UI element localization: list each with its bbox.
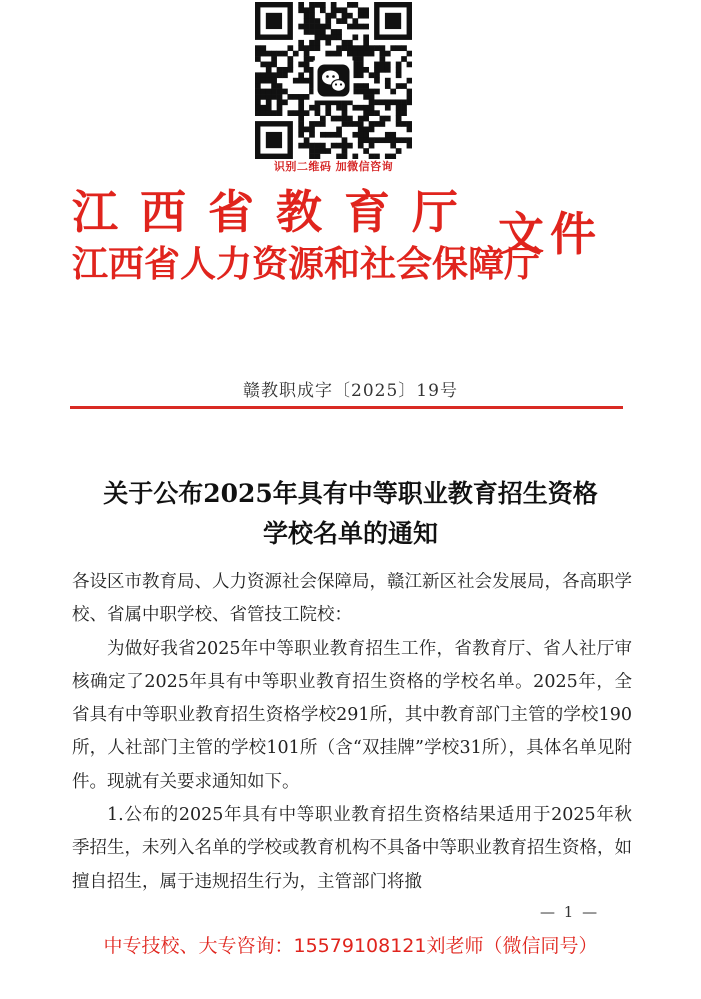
body-paragraph-2: 1.公布的2025年具有中等职业教育招生资格结果适用于2025年秋季招生，未列入名单的学校或教育机构不具备中等职业教育招生资格，如擅自招生，属于违规招生行为，主管部门将撤 bbox=[72, 805, 632, 892]
issuer-hr-social-security-department: 江西省人力资源和社会保障厅 bbox=[72, 243, 541, 285]
wechat-icon bbox=[318, 65, 350, 97]
issuer-education-department: 江西省教育厅 bbox=[72, 185, 480, 239]
title-line-1: 关于公布2025年具有中等职业教育招生资格 bbox=[103, 479, 598, 508]
document-label: 文件 bbox=[498, 207, 602, 261]
qr-caption: 识别二维码 加微信咨询 bbox=[273, 160, 394, 173]
contact-footer: 中专技校、大专咨询：15579108121刘老师（微信同号） bbox=[103, 935, 598, 957]
document-number: 赣教职成字〔2025〕19号 bbox=[243, 381, 458, 401]
page-number: — 1 — bbox=[540, 903, 600, 921]
red-divider bbox=[70, 406, 623, 409]
qr-code[interactable] bbox=[255, 2, 412, 159]
body-paragraph-1: 为做好我省2025年中等职业教育招生工作，省教育厅、省人社厅审核确定了2025年具有中等职业教育招生资格的学校名单。2025年，全省具有中等职业教育招生资格学校291所，其中教育部门主管的学校190所，人社部门主管的学校101所（含“双挂牌”学校31所），具体名单见附件。现就有关要求通知如下。 bbox=[72, 638, 632, 792]
document-body bbox=[72, 566, 632, 899]
addressee: 各设区市教育局、人力资源社会保障局，赣江新区社会发展局，各高职学校、省属中职学校、省管技工院校： bbox=[72, 572, 632, 626]
document-title bbox=[0, 474, 701, 554]
title-line-2: 学校名单的通知 bbox=[262, 519, 438, 548]
